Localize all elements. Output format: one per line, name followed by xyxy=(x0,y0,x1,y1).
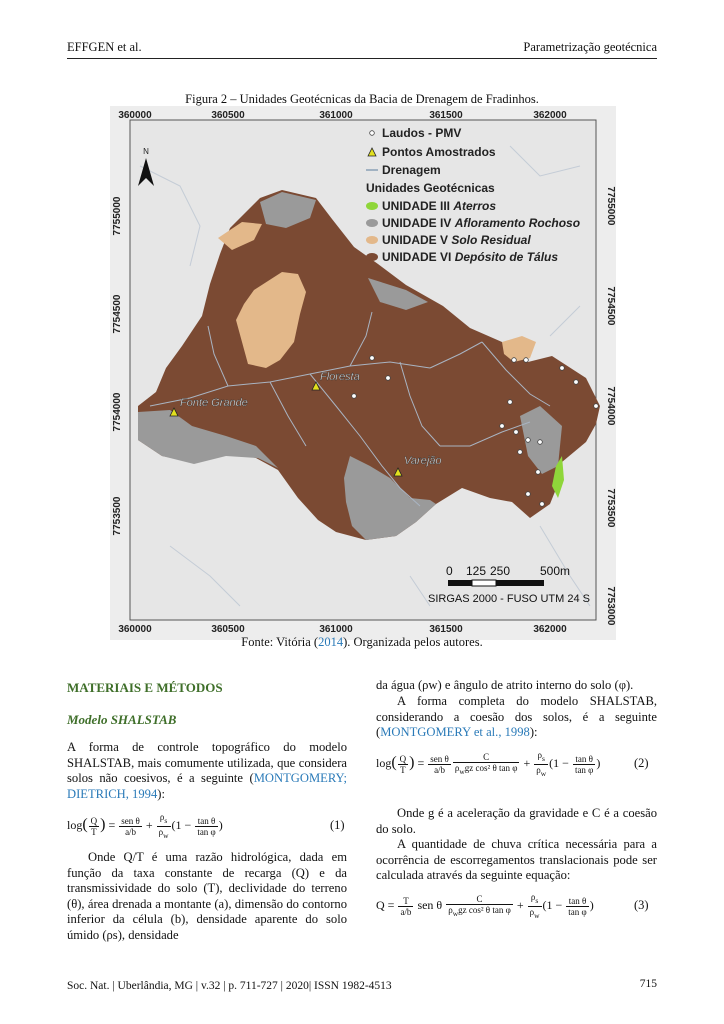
map-svg xyxy=(110,106,616,640)
equation-1-number: (1) xyxy=(330,818,345,832)
place-varejao: Varejão xyxy=(404,455,442,467)
x-axis-top xyxy=(118,110,567,121)
svg-text:0: 0 xyxy=(446,564,453,578)
svg-text:Laudos - PMV: Laudos - PMV xyxy=(382,126,462,140)
svg-text:7755000: 7755000 xyxy=(112,196,123,236)
place-floresta: Floresta xyxy=(320,371,360,383)
right-paragraph-3: Onde g é a aceleração da gravidade e C é a coesão do solo. xyxy=(376,806,657,836)
running-header xyxy=(67,40,657,59)
cite-montgomery-1994[interactable]: MONTGOMERY; DIETRICH, 1994 xyxy=(67,771,347,801)
svg-text:500m: 500m xyxy=(540,564,571,578)
section-heading: MATERIAIS E MÉTODOS xyxy=(67,680,223,695)
svg-text:362000: 362000 xyxy=(533,110,567,121)
svg-text:7754500: 7754500 xyxy=(605,286,616,326)
svg-text:360500: 360500 xyxy=(211,110,245,121)
left-paragraph-2: Onde Q/T é uma razão hidrológica, dada em função da taxa constante de recarga (Q) e da transmissividade do solo (T), declividade do terreno (θ), área drenada a montante (a), dimensão do contorno inferior da célula (b), densidade aparente do solo úmido (ρs), densidade xyxy=(67,850,347,942)
figure-source: Fonte: Vitória (2014). Organizada pelos autores. xyxy=(241,635,483,649)
header-title: Parametrização geotécnica xyxy=(523,40,657,54)
y-axis-right xyxy=(605,187,616,626)
svg-text:125: 125 xyxy=(466,564,487,578)
svg-text:Pontos Amostrados: Pontos Amostrados xyxy=(382,145,496,159)
right-paragraph-4: A quantidade de chuva crítica necessária para a ocorrência de escorregamentos translacionais pode ser calculada através da seguinte equação: xyxy=(376,837,657,883)
equation-2: log( $\frac{Q}{T}$ ) = $\frac{\text{sen θ}}{a/b}$ $\frac{C}{\rho_wgz \cos^2 \theta \tan \varphi}$ + $\frac{\rho_s}{\rho_w}$ (1 − $\frac{\text{tan θ}}{\text{tan φ}}$ ) xyxy=(376,750,601,778)
equation-2-number: (2) xyxy=(634,756,649,770)
svg-text:360000: 360000 xyxy=(118,110,152,121)
figure-caption: Figura 2 – Unidades Geotécnicas da Bacia de Drenagem de Fradinhos. xyxy=(185,92,539,106)
svg-text:362000: 362000 xyxy=(533,624,567,635)
figure-map xyxy=(110,106,616,640)
svg-text:7753500: 7753500 xyxy=(112,496,123,536)
svg-text:UNIDADE IV Afloramento Rochoso: UNIDADE IV Afloramento Rochoso xyxy=(382,216,581,230)
svg-text:UNIDADE V Solo Residual: UNIDADE V Solo Residual xyxy=(382,233,531,247)
left-paragraph-1: A forma de controle topográfico do modelo SHALSTAB, mais comumente utilizada, que considera solos não coesivos, é a seguinte (MONTGOMERY; DIETRICH, 1994): xyxy=(67,740,347,801)
y-axis-left xyxy=(112,196,123,535)
svg-text:Drenagem: Drenagem xyxy=(382,163,441,177)
svg-text:7754000: 7754000 xyxy=(605,386,616,426)
equation-3: Q = $\frac{T}{a/b}$ sen θ $\frac{C}{\rho_wgz \cos^2 \theta \tan \varphi}$ + $\frac{\rho_s}{\rho_w}$ (1 − $\frac{\text{tan θ}}{\text{tan φ}}$ ) xyxy=(376,892,594,920)
cite-montgomery-1998[interactable]: MONTGOMERY et al., 1998 xyxy=(380,725,530,740)
svg-text:7754000: 7754000 xyxy=(112,392,123,432)
svg-text:7755000: 7755000 xyxy=(605,186,616,226)
equation-1: log( $\frac{Q}{T}$ ) = $\frac{\text{sen θ}}{a/b}$ + $\frac{\rho_s}{\rho_w}$ (1 − $\frac{\text{tan θ}}{\text{tan φ}}$ ) xyxy=(67,812,223,840)
page-number: 715 xyxy=(639,978,657,990)
svg-text:361500: 361500 xyxy=(429,624,463,635)
svg-text:360500: 360500 xyxy=(211,624,245,635)
svg-text:UNIDADE III Aterros: UNIDADE III Aterros xyxy=(382,199,497,213)
place-fonte-grande: Fonte Grande xyxy=(180,397,248,409)
svg-text:7754500: 7754500 xyxy=(112,294,123,334)
svg-text:360000: 360000 xyxy=(118,624,152,635)
svg-text:UNIDADE VI Depósito de Tálus: UNIDADE VI Depósito de Tálus xyxy=(382,250,559,264)
svg-text:361000: 361000 xyxy=(319,624,353,635)
svg-text:250: 250 xyxy=(490,564,511,578)
footer-journal: Soc. Nat. | Uberlândia, MG | v.32 | p. 711-727 | 2020| ISSN 1982-4513 xyxy=(67,980,392,992)
right-paragraph-2: A forma completa do modelo SHALSTAB, considerando a coesão dos solos, é a seguinte (MONTGOMERY et al., 1998): xyxy=(376,694,657,740)
svg-text:7753500: 7753500 xyxy=(605,488,616,528)
source-link[interactable]: 2014 xyxy=(318,635,344,649)
svg-text:N: N xyxy=(143,147,149,156)
x-axis-bottom xyxy=(118,624,567,635)
svg-text:SIRGAS 2000 - FUSO UTM 24 S: SIRGAS 2000 - FUSO UTM 24 S xyxy=(428,593,590,605)
subsection-heading: Modelo SHALSTAB xyxy=(67,712,177,727)
equation-3-number: (3) xyxy=(634,898,649,912)
header-authors: EFFGEN et al. xyxy=(67,40,142,54)
right-paragraph-1: da água (ρw) e ângulo de atrito interno do solo (φ). xyxy=(376,678,634,692)
svg-text:Unidades Geotécnicas: Unidades Geotécnicas xyxy=(366,181,495,195)
svg-text:361500: 361500 xyxy=(429,110,463,121)
svg-text:361000: 361000 xyxy=(319,110,353,121)
svg-text:7753000: 7753000 xyxy=(605,586,616,626)
